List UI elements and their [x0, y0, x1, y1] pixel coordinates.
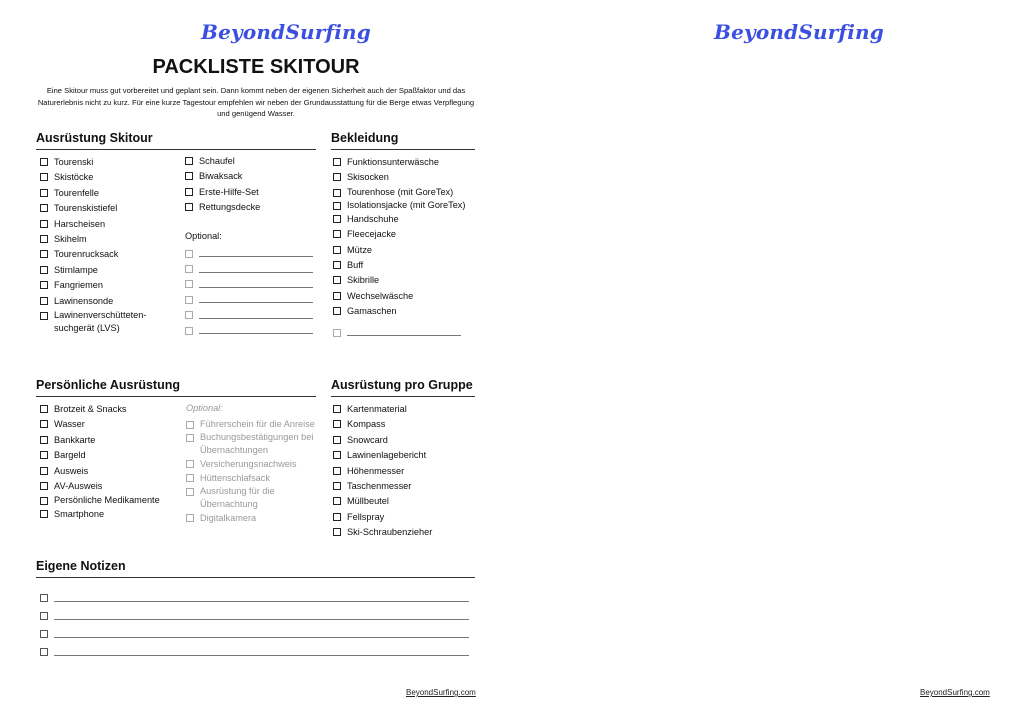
checklist-item-label: Bankkarte	[54, 434, 96, 445]
write-line	[199, 302, 313, 303]
checkbox[interactable]	[333, 420, 341, 428]
checklist-item[interactable]	[40, 232, 170, 247]
checklist-item-label: Lawinenlagebericht	[347, 450, 427, 461]
checklist-item-label: Fangriemen	[54, 280, 104, 291]
checkbox[interactable]	[186, 514, 194, 522]
checkbox[interactable]	[40, 497, 48, 505]
checklist-item-label: Mütze	[347, 244, 373, 255]
checklist-item[interactable]	[333, 186, 493, 199]
checklist-item[interactable]	[40, 494, 180, 507]
checklist-item[interactable]	[333, 448, 493, 463]
checklist-item[interactable]	[40, 479, 180, 494]
checklist-item-label: Schaufel	[199, 156, 235, 166]
checklist-item[interactable]	[40, 417, 180, 432]
checkbox[interactable]	[40, 266, 48, 274]
checkbox[interactable]	[185, 327, 193, 335]
checklist-item[interactable]	[333, 199, 493, 212]
checklist-item[interactable]	[40, 186, 170, 201]
checkbox[interactable]	[40, 312, 48, 320]
checkbox[interactable]	[40, 467, 48, 475]
checkbox[interactable]	[333, 405, 341, 413]
checklist-item-label: Fellspray	[347, 511, 385, 522]
checklist-item-label: Tourenrucksack	[54, 249, 119, 260]
checklist-item[interactable]	[333, 212, 493, 227]
group-list	[333, 402, 493, 541]
checkbox[interactable]	[185, 157, 193, 165]
checkbox[interactable]	[333, 158, 341, 166]
checklist-item-label: Fleecejacke	[347, 229, 397, 240]
checkbox[interactable]	[40, 173, 48, 181]
checkbox[interactable]	[40, 297, 48, 305]
checklist-item-label: Biwaksack	[199, 171, 243, 182]
checkbox[interactable]	[185, 203, 193, 211]
checklist-item[interactable]	[40, 448, 180, 463]
write-line	[199, 318, 313, 319]
clothing-list	[333, 155, 493, 320]
checkbox[interactable]	[40, 189, 48, 197]
checklist-item-label: Smartphone	[54, 509, 105, 520]
checklist-item-label: Höhenmesser	[347, 465, 405, 476]
checklist-item[interactable]	[333, 304, 493, 319]
checklist-item-label: Kompass	[347, 419, 386, 430]
note-line[interactable]	[40, 610, 469, 622]
checklist-item[interactable]	[333, 402, 493, 417]
blank-checklist-item[interactable]	[185, 292, 320, 307]
checklist-item-label: Bargeld	[54, 450, 86, 461]
checklist-item-label: Erste-Hilfe-Set	[199, 186, 259, 197]
checklist-item-label: Kartenmaterial	[347, 404, 407, 414]
checkbox[interactable]	[333, 497, 341, 505]
checklist-item-label: Gamaschen	[347, 306, 397, 317]
checkbox[interactable]	[186, 460, 194, 468]
checklist-item-label: Handschuhe	[347, 213, 399, 224]
checkbox[interactable]	[185, 250, 193, 258]
footer-link[interactable]: BeyondSurfing.com	[406, 688, 476, 697]
checkbox[interactable]	[186, 434, 194, 442]
checklist-item-label: Rettungsdecke	[199, 202, 261, 213]
checkbox[interactable]	[40, 648, 48, 656]
checkbox[interactable]	[40, 451, 48, 459]
checkbox[interactable]	[333, 173, 341, 181]
checklist-item[interactable]	[40, 201, 170, 216]
checklist-item[interactable]	[333, 494, 493, 509]
checklist-item[interactable]	[40, 247, 170, 262]
checkbox[interactable]	[333, 307, 341, 315]
checkbox[interactable]	[185, 265, 193, 273]
write-line	[199, 333, 313, 334]
checklist-item[interactable]	[185, 200, 320, 215]
checklist-item-label: Lawinenverschütteten-suchgerät (LVS)	[54, 310, 147, 334]
checklist-item[interactable]	[333, 479, 493, 494]
checkbox[interactable]	[333, 329, 341, 337]
section-rule	[36, 396, 316, 397]
blank-checklist-item[interactable]	[185, 323, 320, 338]
checkbox[interactable]	[40, 235, 48, 243]
blank-checklist-item[interactable]	[333, 325, 473, 340]
checklist-item[interactable]	[40, 170, 170, 185]
section-title-clothing: Bekleidung	[331, 131, 399, 145]
checklist-item-label: AV-Ausweis	[54, 481, 103, 492]
checklist-item-label: Buff	[347, 260, 364, 271]
checklist-item[interactable]	[40, 278, 170, 293]
checkbox[interactable]	[333, 528, 341, 536]
checklist-item-label: Ausrüstung für die Übernachtung	[200, 486, 275, 509]
optional-label: Optional:	[185, 231, 222, 241]
checkbox[interactable]	[40, 204, 48, 212]
note-line[interactable]	[40, 592, 469, 604]
checklist-item-label: Taschenmesser	[347, 481, 412, 492]
checklist-item-label: Müllbeutel	[347, 496, 389, 507]
checklist-item-label: Skihelm	[54, 234, 87, 245]
checklist-item-label: Skistöcke	[54, 172, 94, 183]
checklist-item[interactable]	[333, 525, 493, 540]
checklist-item-label: Skisocken	[347, 172, 389, 183]
checklist-item[interactable]	[40, 309, 170, 335]
checklist-item-label: Tourenskistiefel	[54, 203, 118, 214]
checklist-item-label: Versicherungsnachweis	[200, 459, 297, 469]
checkbox[interactable]	[333, 261, 341, 269]
section-title-personal: Persönliche Ausrüstung	[36, 378, 181, 392]
checkbox[interactable]	[40, 405, 48, 413]
checklist-item-label: Ski-Schraubenzieher	[347, 527, 433, 538]
brand-logo: BeyondSurfing	[714, 20, 884, 44]
checklist-item[interactable]	[333, 464, 493, 479]
page-title: PACKLISTE SKITOUR	[152, 56, 360, 78]
checklist-item[interactable]	[186, 485, 326, 511]
checklist-item-label: Hüttenschlafsack	[200, 473, 270, 483]
personal-list-1	[40, 402, 180, 523]
checklist-item-label: Wasser	[54, 419, 85, 430]
section-rule	[36, 149, 316, 150]
checkbox[interactable]	[186, 421, 194, 429]
checklist-item[interactable]	[186, 418, 326, 431]
checkbox[interactable]	[333, 436, 341, 444]
checkbox[interactable]	[40, 220, 48, 228]
checkbox[interactable]	[333, 467, 341, 475]
equipment-list-1	[40, 155, 170, 335]
intro-text: Eine Skitour muss gut vorbereitet und geplant sein. Dann kommt neben der eigenen Sicherheit auch der Spaßfaktor und das Naturerlebnis nicht zu kurz. Für eine kurze Tagestour empfehlen wir neben der Grundausstattung für die Berge etwas Verpflegung und genügend Wasser.	[37, 86, 475, 118]
checklist-item-label: Lawinensonde	[54, 295, 114, 306]
checkbox[interactable]	[185, 188, 193, 196]
checkbox[interactable]	[40, 510, 48, 518]
checklist-item-label: Harscheisen	[54, 218, 106, 229]
checklist-item[interactable]	[40, 464, 180, 479]
checklist-item[interactable]	[333, 510, 493, 525]
checklist-item[interactable]	[333, 258, 493, 273]
checkbox[interactable]	[333, 451, 341, 459]
section-rule	[36, 577, 475, 578]
write-line	[199, 272, 313, 273]
checklist-item[interactable]	[40, 263, 170, 278]
checkbox[interactable]	[40, 594, 48, 602]
checklist-item-label: Führerschein für die Anreise	[200, 419, 315, 429]
page-right	[512, 0, 1024, 722]
checklist-item[interactable]	[333, 170, 493, 185]
write-line	[199, 287, 313, 288]
checkbox[interactable]	[333, 215, 341, 223]
checkbox[interactable]	[333, 230, 341, 238]
checklist-item[interactable]	[40, 402, 180, 417]
blank-checklist-item[interactable]	[185, 246, 320, 261]
checkbox[interactable]	[333, 513, 341, 521]
checklist-item-label: Ausweis	[54, 465, 89, 476]
section-title-notes: Eigene Notizen	[36, 559, 126, 573]
checklist-item[interactable]	[333, 273, 493, 288]
clothing-blank	[333, 325, 473, 340]
checkbox[interactable]	[186, 474, 194, 482]
checklist-item[interactable]	[40, 217, 170, 232]
checklist-item[interactable]	[333, 433, 493, 448]
checklist-item[interactable]	[333, 417, 493, 432]
checklist-item[interactable]	[185, 154, 320, 169]
blank-checklist-item[interactable]	[185, 277, 320, 292]
checklist-item[interactable]	[185, 185, 320, 200]
checklist-item[interactable]	[186, 431, 326, 457]
note-line[interactable]	[40, 628, 469, 640]
checklist-item[interactable]	[186, 471, 326, 485]
checklist-item[interactable]	[40, 433, 180, 448]
section-rule	[331, 149, 475, 150]
checklist-item-label: Digitalkamera	[200, 513, 257, 523]
checklist-item[interactable]	[40, 294, 170, 309]
checkbox[interactable]	[40, 158, 48, 166]
brand-logo: BeyondSurfing	[201, 20, 371, 44]
checklist-item-label: Snowcard	[347, 434, 388, 445]
checkbox[interactable]	[40, 281, 48, 289]
equipment-list-2	[185, 154, 320, 216]
section-title-group: Ausrüstung pro Gruppe	[331, 378, 473, 392]
checklist-item[interactable]	[333, 289, 493, 304]
note-line[interactable]	[40, 646, 469, 658]
checklist-item[interactable]	[186, 511, 326, 525]
checklist-item[interactable]	[40, 155, 170, 170]
footer-link[interactable]: BeyondSurfing.com	[920, 688, 990, 697]
checkbox[interactable]	[333, 189, 341, 197]
checkbox[interactable]	[40, 436, 48, 444]
section-title-equipment: Ausrüstung Skitour	[36, 131, 153, 145]
checklist-item[interactable]	[40, 507, 180, 522]
blank-checklist-item[interactable]	[185, 308, 320, 323]
checklist-item[interactable]	[333, 227, 493, 242]
optional-label: Optional:	[186, 403, 223, 413]
checkbox[interactable]	[40, 482, 48, 490]
checklist-item[interactable]	[333, 243, 493, 258]
checklist-item[interactable]	[185, 169, 320, 184]
checkbox[interactable]	[333, 202, 341, 210]
checkbox[interactable]	[40, 612, 48, 620]
checkbox[interactable]	[333, 246, 341, 254]
checkbox[interactable]	[185, 280, 193, 288]
checklist-item-label: Isolationsjacke (mit GoreTex)	[347, 199, 466, 210]
checklist-item-label: Tourenfelle	[54, 187, 99, 198]
checklist-item[interactable]	[186, 457, 326, 471]
checkbox[interactable]	[40, 250, 48, 258]
checklist-item-label: Buchungsbestätigungen bei Übernachtungen	[200, 432, 314, 455]
checklist-item-label: Wechselwäsche	[347, 290, 414, 301]
write-line	[347, 335, 461, 336]
checklist-item-label: Brotzeit & Snacks	[54, 404, 127, 414]
checklist-item-label: Tourenhose (mit GoreTex)	[347, 186, 454, 197]
checkbox[interactable]	[40, 420, 48, 428]
checkbox[interactable]	[333, 482, 341, 490]
checklist-item-label: Funktionsunterwäsche	[347, 157, 439, 167]
checkbox[interactable]	[333, 276, 341, 284]
checkbox[interactable]	[185, 172, 193, 180]
blank-checklist-item[interactable]	[185, 261, 320, 276]
personal-optional	[186, 401, 326, 525]
checklist-item-label: Skibrille	[347, 275, 380, 286]
checklist-item-label: Stirnlampe	[54, 264, 98, 275]
checkbox[interactable]	[185, 296, 193, 304]
checkbox[interactable]	[40, 630, 48, 638]
section-rule	[331, 396, 475, 397]
checklist-item-label: Persönliche Medikamente	[54, 495, 160, 506]
checklist-item[interactable]	[333, 155, 493, 170]
equipment-optional	[185, 229, 320, 338]
checklist-item-label: Tourenski	[54, 157, 94, 167]
write-line	[199, 256, 313, 257]
checkbox[interactable]	[333, 292, 341, 300]
checkbox[interactable]	[186, 488, 194, 496]
checkbox[interactable]	[185, 311, 193, 319]
